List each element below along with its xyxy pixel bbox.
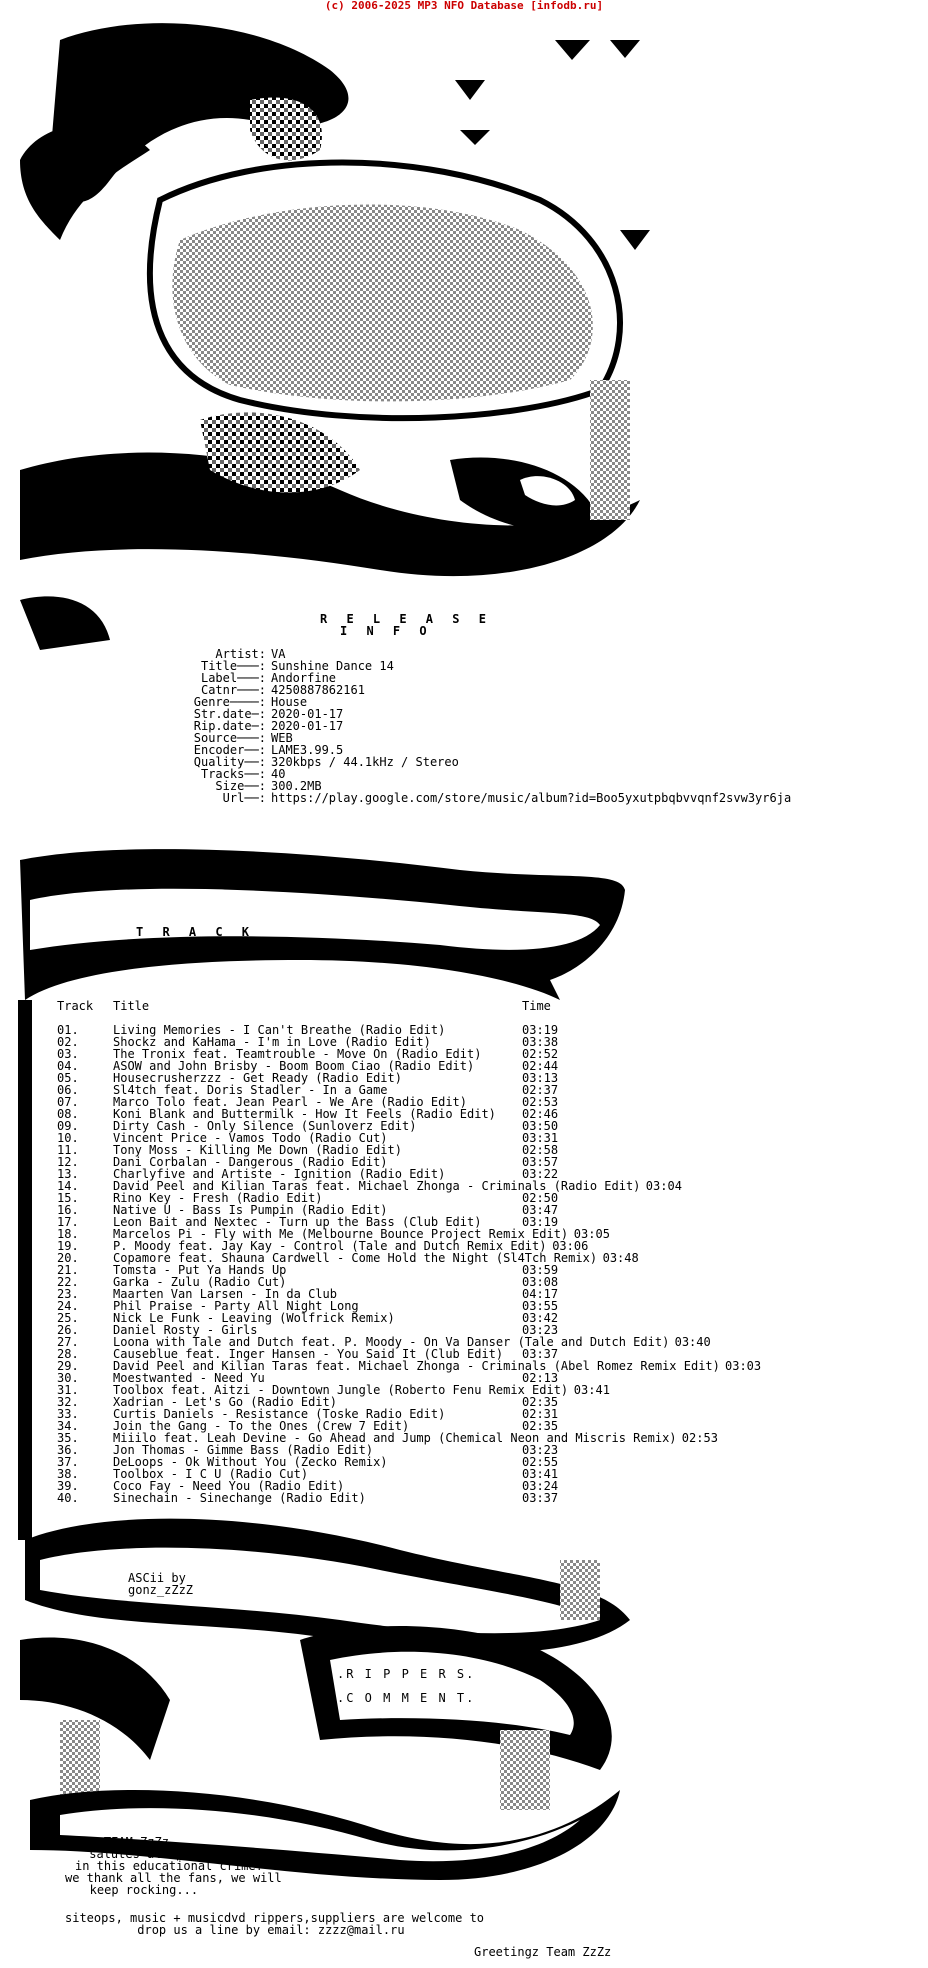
track-title: Loona with Tale and Dutch feat. P. Moody - On Va Danser (Tale and Dutch Edit): [113, 1335, 670, 1349]
track-title: Marco Tolo feat. Jean Pearl - We Are (Radio Edit): [113, 1095, 468, 1109]
track-time: 03:24: [522, 1479, 559, 1493]
track-time: 03:19: [522, 1023, 559, 1037]
track-title: Coco Fay - Need You (Radio Edit): [113, 1479, 345, 1493]
track-number: 11.: [57, 1143, 79, 1157]
track-number: 37.: [57, 1455, 79, 1469]
track-time: 03:31: [522, 1131, 559, 1145]
track-title: Housecrusherzzz - Get Ready (Radio Edit): [113, 1071, 402, 1085]
track-number: 20.: [57, 1251, 79, 1265]
track-time: 03:37: [522, 1491, 559, 1505]
track-title: Causeblue feat. Inger Hansen - You Said It (Club Edit): [113, 1347, 504, 1361]
track-number: 04.: [57, 1059, 79, 1073]
track-title: Vincent Price - Vamos Todo (Radio Cut): [113, 1131, 388, 1145]
track-time: 03:08: [522, 1275, 559, 1289]
column-header-time: Time: [522, 999, 551, 1013]
track-title: Copamore feat. Shauna Cardwell - Come Hold the Night (Sl4Tch Remix): [113, 1251, 598, 1265]
track-row: [57, 1491, 559, 1505]
track-number: 15.: [57, 1191, 79, 1205]
info-row-catnr: Catnr───: 4250887862161: [200, 683, 365, 697]
track-title: David Peel and Kilian Taras feat. Michael Zhonga - Criminals (Radio Edit): [113, 1179, 641, 1193]
track-number: 24.: [57, 1299, 79, 1313]
track-number: 09.: [57, 1119, 79, 1133]
track-title: Daniel Rosty - Girls: [113, 1323, 258, 1337]
track-title: Sl4tch feat. Doris Stadler - In a Game: [113, 1083, 388, 1097]
track-title: P. Moody feat. Jay Kay - Control (Tale and Dutch Remix Edit): [113, 1239, 547, 1253]
track-title: David Peel and Kilian Taras feat. Michael Zhonga - Criminals (Abel Romez Remix Edit): [113, 1359, 720, 1373]
track-number: 01.: [57, 1023, 79, 1037]
track-number: 34.: [57, 1419, 79, 1433]
track-number: 25.: [57, 1311, 79, 1325]
track-number: 26.: [57, 1323, 79, 1337]
track-time: 02:55: [522, 1455, 559, 1469]
info-row-genre: Genre────: House: [193, 695, 308, 709]
track-time: 03:22: [522, 1167, 559, 1181]
track-time: 02:35: [522, 1395, 559, 1409]
track-title: Dani Corbalan - Dangerous (Radio Edit): [113, 1155, 388, 1169]
info-row-str-date: Str.date─: 2020-01-17: [193, 707, 344, 721]
info-row-label: Label───: Andorfine: [200, 671, 337, 685]
column-header-title: Title: [113, 999, 150, 1013]
track-time: 02:58: [522, 1143, 559, 1157]
track-number: 35.: [57, 1431, 79, 1445]
info-row-rip-date: Rip.date─: 2020-01-17: [193, 719, 344, 733]
track-time: 03:40: [674, 1335, 711, 1349]
greeting: Greetingz Team ZzZz: [474, 1945, 612, 1959]
track-time: 02:44: [522, 1059, 559, 1073]
track-title: ASOW and John Brisby - Boom Boom Ciao (Radio Edit): [113, 1059, 475, 1073]
track-number: 36.: [57, 1443, 79, 1457]
track-title: Living Memories - I Can't Breathe (Radio Edit): [113, 1023, 446, 1037]
track-title: Sinechain - Sinechange (Radio Edit): [113, 1491, 366, 1505]
track-time: 02:13: [522, 1371, 559, 1385]
track-title: Koni Blank and Buttermilk - How It Feels (Radio Edit): [113, 1107, 496, 1121]
track-number: 30.: [57, 1371, 79, 1385]
track-number: 33.: [57, 1407, 79, 1421]
track-number: 22.: [57, 1275, 79, 1289]
tracklist-heading-line2: L I S T I N G: [119, 949, 291, 963]
track-number: 07.: [57, 1095, 79, 1109]
site-header: (c) 2006-2025 MP3 NFO Database [infodb.ru]: [324, 0, 604, 12]
track-time: 03:06: [552, 1239, 589, 1253]
track-title: Miiilo feat. Leah Devine - Go Ahead and Jump (Chemical Neon and Miscris Remix): [113, 1431, 677, 1445]
track-number: 14.: [57, 1179, 79, 1193]
track-time: 03:03: [725, 1359, 762, 1373]
track-time: 03:42: [522, 1311, 559, 1325]
track-time: 02:35: [522, 1419, 559, 1433]
track-number: 21.: [57, 1263, 79, 1277]
track-title: Join the Gang - To the Ones (Crew 7 Edit): [113, 1419, 410, 1433]
track-number: 17.: [57, 1215, 79, 1229]
track-number: 32.: [57, 1395, 79, 1409]
contact-line1: siteops, music + musicdvd rippers,suppliers are welcome to: [65, 1911, 485, 1925]
top-illustration: [20, 23, 650, 650]
track-time: 03:41: [522, 1467, 559, 1481]
track-title: The Tronix feat. Teamtrouble - Move On (Radio Edit): [113, 1047, 482, 1061]
track-number: 40.: [57, 1491, 79, 1505]
track-title: Leon Bait and Nextec - Turn up the Bass (Club Edit): [113, 1215, 482, 1229]
track-number: 16.: [57, 1203, 79, 1217]
tracklist-heading-line1: T R A C K: [136, 925, 256, 939]
team-message-line5: keep rocking...: [68, 1883, 199, 1897]
track-time: 03:23: [522, 1443, 559, 1457]
track-title: Toolbox - I C U (Radio Cut): [113, 1467, 309, 1481]
track-title: Native U - Bass Is Pumpin (Radio Edit): [113, 1203, 388, 1217]
track-time: 02:37: [522, 1083, 559, 1097]
release-heading-line2: I N F O: [340, 624, 433, 638]
track-time: 02:53: [522, 1095, 559, 1109]
track-number: 38.: [57, 1467, 79, 1481]
track-title: Nick Le Funk - Leaving (Wolfrick Remix): [113, 1311, 395, 1325]
track-title: Dirty Cash - Only Silence (Sunloverz Edit): [113, 1119, 417, 1133]
track-time: 04:17: [522, 1287, 559, 1301]
track-title: Tony Moss - Killing Me Down (Radio Edit): [113, 1143, 402, 1157]
track-number: 18.: [57, 1227, 79, 1241]
track-number: 31.: [57, 1383, 79, 1397]
track-number: 19.: [57, 1239, 79, 1253]
team-message-line2: salutes all partners: [82, 1847, 234, 1861]
release-url-link[interactable]: https://play.google.com/store/music/album?id=Boo5yxutpbqbvvqnf2svw3yr6ja: [271, 791, 792, 805]
track-time: 03:23: [522, 1323, 559, 1337]
column-header-track: Track: [57, 999, 94, 1013]
info-row-size: Size──: 300.2MB: [215, 779, 322, 793]
contact-line2: drop us a line by email: zzzz@mail.ru: [65, 1923, 405, 1937]
track-number: 29.: [57, 1359, 79, 1373]
track-number: 12.: [57, 1155, 79, 1169]
track-number: 08.: [57, 1107, 79, 1121]
track-time: 03:19: [522, 1215, 559, 1229]
track-number: 03.: [57, 1047, 79, 1061]
rippers-heading-line1: .R I P P E R S.: [337, 1667, 476, 1681]
track-time: 02:52: [522, 1047, 559, 1061]
track-number: 28.: [57, 1347, 79, 1361]
ascii-credit-line1: ASCii by: [128, 1571, 186, 1585]
info-row-source: Source───: WEB: [193, 731, 293, 745]
track-title: Toolbox feat. Aitzi - Downtown Jungle (Roberto Fenu Remix Edit): [113, 1383, 569, 1397]
track-time: 03:13: [522, 1071, 559, 1085]
track-number: 02.: [57, 1035, 79, 1049]
track-time: 03:04: [645, 1179, 682, 1193]
track-time: 02:53: [681, 1431, 718, 1445]
track-time: 02:50: [522, 1191, 559, 1205]
track-number: 39.: [57, 1479, 79, 1493]
track-number: 05.: [57, 1071, 79, 1085]
track-number: 13.: [57, 1167, 79, 1181]
track-time: 03:48: [602, 1251, 639, 1265]
track-title: DeLoops - Ok Without You (Zecko Remix): [113, 1455, 388, 1469]
info-row-encoder: Encoder──: LAME3.99.5: [193, 743, 344, 757]
track-number: 10.: [57, 1131, 79, 1145]
track-number: 06.: [57, 1083, 79, 1097]
info-row-quality: Quality──: 320kbps / 44.1kHz / Stereo: [193, 755, 459, 769]
track-title: Charlyfive and Artiste - Ignition (Radio Edit): [113, 1167, 446, 1181]
info-row-url: Url──: https://play.google.com/store/music/album?id=Boo5yxutpbqbvvqnf2svw3yr6ja: [222, 791, 792, 805]
track-number: 23.: [57, 1287, 79, 1301]
track-title: Jon Thomas - Gimme Bass (Radio Edit): [113, 1443, 374, 1457]
info-row-artist: Artist: VA: [215, 647, 286, 661]
track-title: Shockz and KaHama - I'm in Love (Radio Edit): [113, 1035, 431, 1049]
track-time: 02:31: [522, 1407, 559, 1421]
track-title: Garka - Zulu (Radio Cut): [113, 1275, 287, 1289]
track-title: Curtis Daniels - Resistance (Toske Radio Edit): [113, 1407, 446, 1421]
track-time: 03:57: [522, 1155, 559, 1169]
track-title: Xadrian - Let's Go (Radio Edit): [113, 1395, 337, 1409]
track-title: Marcelos Pi - Fly with Me (Melbourne Bounce Project Remix Edit): [113, 1227, 569, 1241]
track-time: 03:37: [522, 1347, 559, 1361]
track-title: Phil Praise - Party All Night Long: [113, 1299, 359, 1313]
track-title: Tomsta - Put Ya Hands Up: [113, 1263, 287, 1277]
track-time: 03:38: [522, 1035, 559, 1049]
track-time: 02:46: [522, 1107, 559, 1121]
track-time: 03:55: [522, 1299, 559, 1313]
track-number: 27.: [57, 1335, 79, 1349]
track-time: 03:05: [573, 1227, 610, 1241]
team-message-line3: in this educational crime!: [75, 1859, 263, 1873]
track-title: Rino Key - Fresh (Radio Edit): [113, 1191, 323, 1205]
track-time: 03:41: [573, 1383, 610, 1397]
info-row-title: Title───: Sunshine Dance 14: [200, 659, 394, 673]
release-heading-line1: R E L E A S E: [320, 612, 492, 626]
track-time: 03:59: [522, 1263, 559, 1277]
track-time: 03:50: [522, 1119, 559, 1133]
rippers-heading-line2: .C O M M E N T.: [337, 1691, 476, 1705]
info-row-tracks: Tracks──: 40: [200, 767, 286, 781]
team-message-line1: TEAM ZzZz: [75, 1835, 169, 1849]
ascii-credit-line2: gonz_zZzZ: [128, 1583, 194, 1597]
track-time: 03:47: [522, 1203, 559, 1217]
track-title: Maarten Van Larsen - In da Club: [113, 1287, 337, 1301]
team-message-line4: we thank all the fans, we will: [65, 1871, 282, 1885]
track-title: Moestwanted - Need Yu: [113, 1371, 265, 1385]
